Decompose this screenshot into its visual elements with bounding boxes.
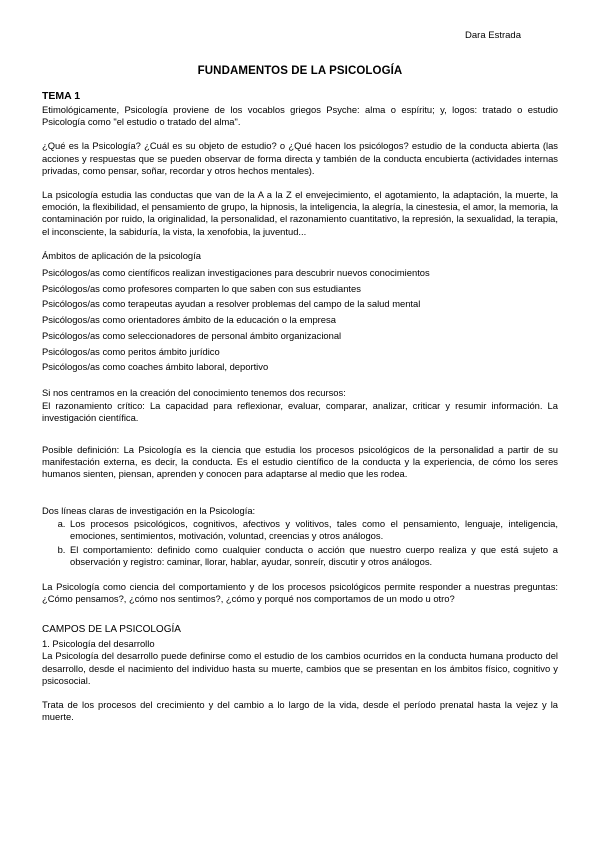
paragraph-razonamiento-critico: El razonamiento crítico: La capacidad para reflexionar, evaluar, comparar, analizar, criticar y resumir información. La investigación científica. xyxy=(42,399,558,423)
ambitos-list xyxy=(42,267,558,373)
document-title: FUNDAMENTOS DE LA PSICOLOGÍA xyxy=(197,65,403,77)
list-item-orientadores: Psicólogos/as como orientadores ámbito de la educación o la empresa xyxy=(42,314,336,326)
campos-heading: CAMPOS DE LA PSICOLOGÍA xyxy=(42,624,181,636)
paragraph-que-es-psicologia: ¿Qué es la Psicología? ¿Cuál es su objeto de estudio? o ¿Qué hacen los psicólogos? estudio de la conducta abierta (las acciones y respuestas que se pueden observar de forma directa y también de la conducta encubierta (actividades internas privadas, como pensar, soñar, recordar y otros hechos mentales). xyxy=(42,140,558,176)
list-item-cientificos: Psicólogos/as como científicos realizan investigaciones para descubrir nuevos conocimientos xyxy=(42,267,430,279)
lineas-list xyxy=(42,518,558,569)
author-name: Dara Estrada xyxy=(465,30,521,41)
list-item-comportamiento: b. El comportamiento: definido como cualquier conducta o acción que nuestro cuerpo realiza y que está sujeto a observación y registro: caminar, llorar, hablar, ayudar, sonreír, discutir y otros análogos. xyxy=(68,544,558,568)
paragraph-recursos-intro: Si nos centramos en la creación del conocimiento tenemos dos recursos: xyxy=(42,387,346,399)
paragraph-psicologia-desarrollo: La Psicología del desarrollo puede definirse como el estudio de los cambios ocurridos en la conducta humana producto del desarrollo, desde el nacimiento del individuo hasta su muerte, cambios que se presentan en los ámbitos físico, cognitivo y psicosocial. xyxy=(42,650,558,686)
list-item-procesos-psicologicos: a. Los procesos psicológicos, cognitivos, afectivos y volitivos, tales como el pensamiento, lenguaje, inteligencia, emociones, sentimientos, motivación, voluntad, creencias y otros análogos. xyxy=(68,518,558,542)
paragraph-etimologia: Etimológicamente, Psicología proviene de los vocablos griegos Psyche: alma o espíritu; y, logos: tratado o estudio Psicología como "el estudio o tratado del alma". xyxy=(42,104,558,128)
list-item-coaches: Psicólogos/as como coaches ámbito laboral, deportivo xyxy=(42,361,269,373)
paragraph-lineas-intro: Dos líneas claras de investigación en la Psicología: xyxy=(42,504,256,516)
list-item-peritos: Psicólogos/as como peritos ámbito jurídico xyxy=(42,345,220,357)
subheading-psicologia-desarrollo: 1. Psicología del desarrollo xyxy=(42,638,155,650)
paragraph-ciencia-comportamiento: La Psicología como ciencia del comportamiento y de los procesos psicológicos permite responder a nuestras preguntas: ¿Cómo pensamos?, ¿cómo nos sentimos?, ¿cómo y porqué nos comportamos de un modo u otro? xyxy=(42,580,558,604)
tema-1-heading: TEMA 1 xyxy=(42,90,81,102)
list-item-seleccionadores: Psicólogos/as como seleccionadores de personal ámbito organizacional xyxy=(42,329,342,341)
ambitos-heading: Ámbitos de aplicación de la psicología xyxy=(42,249,201,261)
list-item-terapeutas: Psicólogos/as como terapeutas ayudan a resolver problemas del campo de la salud mental xyxy=(42,298,421,310)
lineas-investigacion-block xyxy=(42,505,558,569)
paragraph-crecimiento-cambio: Trata de los procesos del crecimiento y del cambio a lo largo de la vida, desde el período prenatal hasta la vejez y la muerte. xyxy=(42,698,558,723)
paragraph-posible-definicion: Posible definición: La Psicología es la ciencia que estudia los procesos psicológicos de la personalidad a partir de su manifestación externa, es decir, la conducta. Es el estudio científico de la conducta y la experiencia, de cómo los seres humanos sienten, piensan, aprenden y conocen para adaptarse al medio que les rodea. xyxy=(42,444,558,480)
recursos-block xyxy=(42,387,558,424)
list-item-profesores: Psicólogos/as como profesores comparten lo que saben con sus estudiantes xyxy=(42,282,361,294)
paragraph-conductas-a-z: La psicología estudia las conductas que van de la A a la Z el envejecimiento, el agotamiento, la adaptación, la muerte, la emoción, la flexibilidad, el pensamiento de grupo, la hipnosis, la inteligencia, la alegría, la cinestesia, el amor, la memoria, la contaminación por ruido, la originalidad, la personalidad, el razonamiento cuantitativo, la represión, la sexualidad, la terapia, el inconsciente, la sabiduría, la vista, la xenofobia, la juventud... xyxy=(42,189,558,237)
